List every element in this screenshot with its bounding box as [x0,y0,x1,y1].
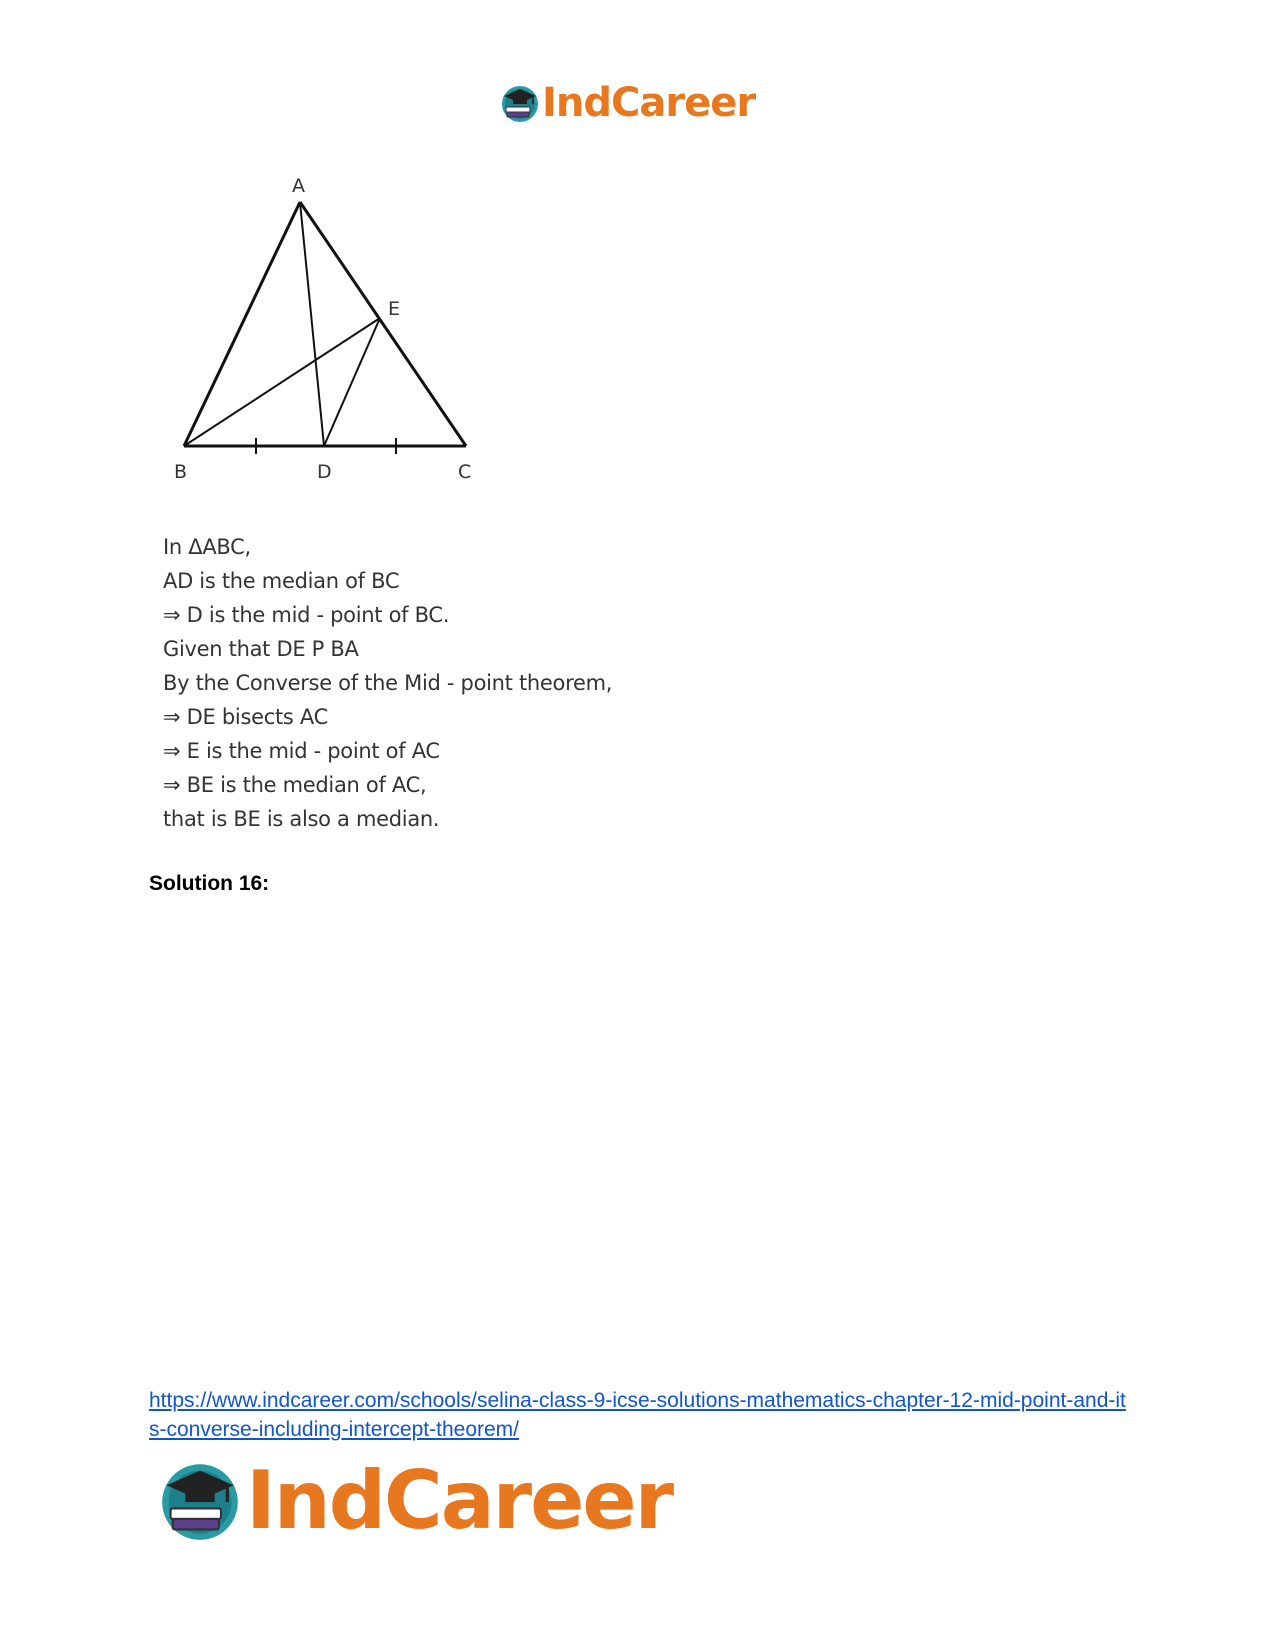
graduation-cap-books-icon [158,1458,242,1542]
graduation-cap-books-icon [500,83,540,123]
label-c: C [458,461,472,483]
solution-step: In ΔABC, [163,535,251,559]
solution-step: AD is the median of BC [163,569,400,593]
source-link[interactable]: https://www.indcareer.com/schools/selina-class-9-icse-solutions-mathematics-chapter-12-mid-point-and-its-converse-including-intercept-theorem/ [149,1389,1126,1441]
solution-step: ⇒ BE is the median of AC, [163,773,427,797]
label-b: B [174,461,188,483]
label-d: D [317,461,332,483]
solution-step: ⇒ E is the mid - point of AC [163,739,440,763]
solution-steps [163,530,612,836]
side-ac [300,202,466,446]
logo-text: IndCareer [246,1453,673,1547]
footer-logo [158,1455,672,1545]
solution-step: Given that DE P BA [163,637,359,661]
solution-heading: Solution 16: [149,872,270,895]
solution-step: that is BE is also a median. [163,807,440,831]
side-ab [184,202,300,446]
solution-step: ⇒ D is the mid - point of BC. [163,603,450,627]
label-e: E [388,298,401,320]
median-ad [300,202,324,446]
logo-text: IndCareer [542,80,756,126]
triangle-figure [170,178,490,498]
label-a: A [292,178,305,197]
header-logo [500,78,755,128]
solution-step: ⇒ DE bisects AC [163,705,328,729]
solution-step: By the Converse of the Mid - point theorem, [163,671,613,695]
